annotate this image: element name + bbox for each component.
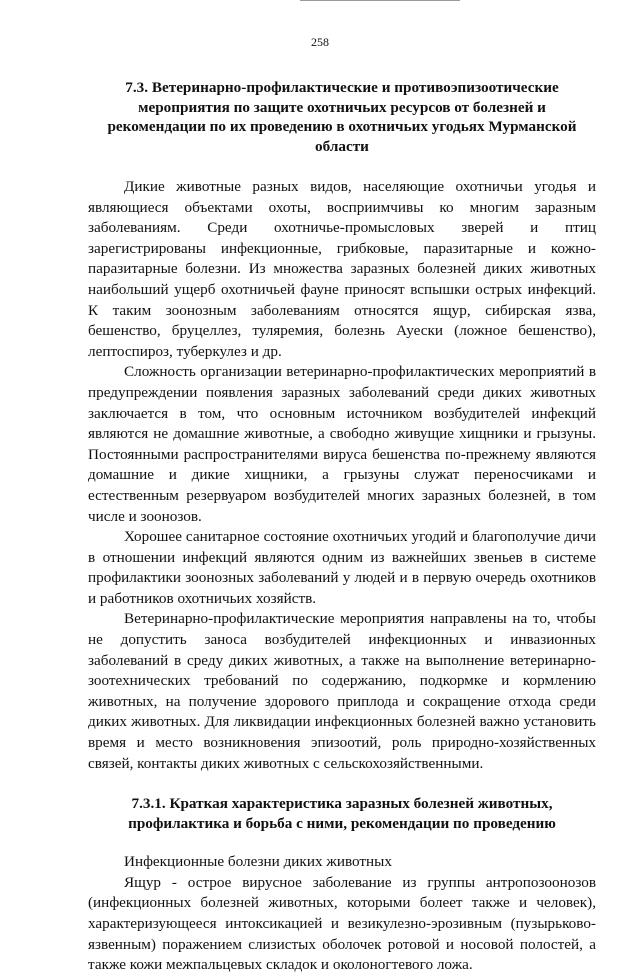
paragraph: Ветеринарно-профилактические мероприятия направлены на то, чтобы не допустить заноса возбудителей инфекционных и инвазионных заболеваний в среду диких животных, а также на выполнение ветеринарно-зоотехнических требований по содержанию, подкормке и кормлению животных, на получение здорового приплода и сокращение отхода среди диких животных. Для ликвидации инфекционных болезней важно установить время и место возникновения эпизоотий, роль природно-хозяйственных связей, контакты диких животных с сельскохозяйственными. (88, 610, 596, 772)
subsection-subtitle: Инфекционные болезни диких животных (124, 853, 392, 871)
page-content (88, 78, 596, 976)
paragraph: Хорошее санитарное состояние охотничьих угодий и благополучие дичи в отношении инфекций являются одним из важнейших звеньев в системе профилактики зоонозных заболеваний у людей и в первую очередь охотников и работников охотничьих хозяйств. (88, 528, 596, 607)
paragraph: Дикие животные разных видов, населяющие охотничьи угодья и являющиеся объектами охоты, восприимчивы ко многим заразным заболеваниям. Среди охотничье-промысловых зверей и птиц зарегистрированы инфекционные, грибковые, паразитарные и кожно-паразитарные болезни. Из множества заразных болезней диких животных наибольший ущерб охотничьей фауне приносят вспышки острых инфекций. К таким зоонозным заболеваниям относятся ящур, сибирская язва, бешенство, бруцеллез, туляремия, болезнь Ауески (ложное бешенство), лептоспироз, туберкулез и др. (88, 178, 596, 360)
paragraph: Сложность организации ветеринарно-профилактических мероприятий в предупреждении появления заразных заболеваний среди диких животных заключается в том, что основным источником возбудителей инфекций являются не домашние животные, а свободно живущие хищники и грызуны. Постоянными распространителями вируса бешенства по-прежнему являются домашние и дикие хищники, а грызуны служат переносчиками и естественным резервуаром возбудителей многих заразных болезней, в том числе и зоонозов. (88, 363, 596, 525)
top-rule (300, 0, 460, 1)
page-number: 258 (311, 35, 329, 49)
paragraph: Ящур - острое вирусное заболевание из группы антропозоонозов (инфекционных болезней животных, которыми болеет также и человек), характеризующееся интоксикацией и везикулезно-эрозивным (пузырьково-язвенным) поражением слизистых оболочек ротовой и носовой полостей, а также кожи межпальцевых складок и околонoгтевого ложа. (88, 873, 596, 974)
section-title: 7.3. Ветеринарно-профилактические и противоэпизоотические мероприятия по защите охотничьих ресурсов от болезней и рекомендации по их проведению в охотничьих угодьях Мурманской области (107, 79, 577, 155)
subsection-title: 7.3.1. Краткая характеристика заразных болезней животных, профилактика и борьба с ними, рекомендации по проведению (128, 795, 556, 832)
